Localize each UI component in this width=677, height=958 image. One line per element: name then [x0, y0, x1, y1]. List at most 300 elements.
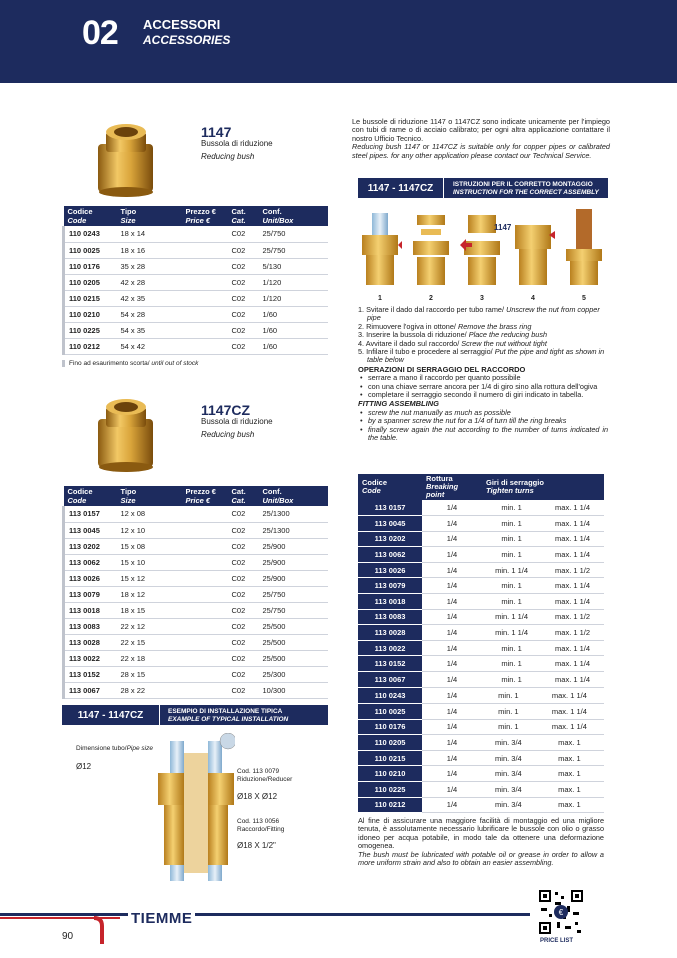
code-cell: 110 0025	[358, 704, 422, 720]
table-row	[64, 322, 329, 338]
min-turns-cell: min. 3/4	[482, 782, 535, 798]
cat-cell: C02	[228, 522, 259, 538]
table-row	[358, 797, 604, 813]
table-row	[64, 650, 329, 666]
step-number-3: 3	[480, 295, 484, 302]
box-cell: 25/900	[259, 538, 329, 554]
table-row	[358, 688, 604, 704]
assembly-steps-figure	[358, 205, 608, 305]
tube-size-value: Ø12	[76, 762, 92, 771]
box-cell: 25/1300	[259, 506, 329, 522]
size-cell: 42 x 28	[117, 274, 182, 290]
size-cell: 12 x 08	[117, 506, 182, 522]
price-cell	[182, 586, 228, 602]
table-1147cz-header	[64, 486, 329, 506]
code-cell: 110 0176	[358, 719, 422, 735]
breaking-cell: 1/4	[422, 688, 482, 704]
breaking-cell: 1/4	[422, 735, 482, 751]
breaking-cell: 1/4	[422, 656, 482, 672]
assembly-step: 5. Infilare il tubo e procedere al serraggio/ Put the pipe and tight as shown in table below	[358, 347, 605, 365]
box-cell: 5/130	[259, 258, 329, 274]
table-1147cz	[62, 486, 328, 699]
assembly-bar-it: ISTRUZIONI PER IL CORRETTO MONTAGGIO	[453, 181, 593, 188]
box-cell: 25/500	[259, 650, 329, 666]
product-code-1147cz: 1147CZ	[201, 402, 251, 418]
cat-cell: C02	[228, 602, 259, 618]
reducer-label: Riduzione/Reducer	[237, 776, 293, 783]
table-row	[64, 242, 329, 258]
table-1147	[62, 206, 328, 355]
assembly-title-bar	[358, 178, 608, 198]
box-cell: 25/900	[259, 554, 329, 570]
cat-cell: C02	[228, 242, 259, 258]
table-row	[358, 594, 604, 610]
cat-cell: C02	[228, 338, 259, 354]
table-row	[64, 682, 329, 698]
assembly-step: 3. Inserire la bussola di riduzione/ Place the reducing bush	[358, 330, 548, 340]
max-turns-cell: max. 1 1/4	[541, 547, 604, 563]
breaking-cell: 1/4	[422, 704, 482, 720]
price-cell	[182, 522, 228, 538]
price-cell	[182, 538, 228, 554]
fitting-label: Raccordo/Fitting	[237, 826, 285, 833]
code-cell: 113 0045	[64, 522, 117, 538]
step-number-4: 4	[531, 295, 535, 302]
breaking-cell: 1/4	[422, 609, 482, 625]
tighten-header	[358, 474, 604, 500]
tighten-table-2	[358, 688, 604, 813]
price-cell	[182, 290, 228, 306]
table-row	[64, 226, 329, 242]
table-row	[358, 735, 604, 751]
code-cell: 110 0225	[358, 782, 422, 798]
col-code: Codice Code	[64, 486, 117, 506]
min-turns-cell: min. 3/4	[482, 797, 535, 813]
price-cell	[182, 306, 228, 322]
table-row	[64, 306, 329, 322]
min-turns-cell: min. 1	[482, 578, 541, 594]
code-cell: 110 0025	[64, 242, 117, 258]
size-cell: 28 x 15	[117, 666, 182, 682]
price-cell	[182, 602, 228, 618]
code-cell: 110 0243	[358, 688, 422, 704]
min-turns-cell: min. 1	[482, 640, 541, 656]
max-turns-cell: max. 1 1/4	[535, 719, 604, 735]
list-item: • completare il serraggio secondo il numero di giri indicato in tabella.	[358, 391, 608, 399]
table-row	[358, 531, 604, 547]
max-turns-cell: max. 1	[535, 782, 604, 798]
installation-title-bar	[62, 705, 328, 725]
fitting-title: FITTING ASSEMBLING	[358, 399, 439, 409]
size-cell: 18 x 12	[117, 586, 182, 602]
table-row	[358, 750, 604, 766]
code-cell: 113 0067	[64, 682, 117, 698]
code-cell: 113 0028	[358, 625, 422, 641]
cat-cell: C02	[228, 506, 259, 522]
code-cell: 110 0205	[358, 735, 422, 751]
table-row	[64, 506, 329, 522]
max-turns-cell: max. 1 1/4	[541, 640, 604, 656]
breaking-cell: 1/4	[422, 782, 482, 798]
code-cell: 110 0205	[64, 274, 117, 290]
code-cell: 113 0083	[64, 618, 117, 634]
table-row	[358, 625, 604, 641]
code-cell: 113 0028	[64, 634, 117, 650]
step-number-5: 5	[582, 295, 586, 302]
page-number: 90	[62, 931, 74, 942]
breaking-cell: 1/4	[422, 500, 482, 516]
col-box: Conf. Unit/Box	[259, 206, 329, 226]
product-name-en-1147: Reducing bush	[201, 152, 255, 161]
table-row	[358, 640, 604, 656]
step-1-figure	[358, 205, 402, 291]
col-code: Codice Code	[64, 206, 117, 226]
size-cell: 18 x 15	[117, 602, 182, 618]
code-cell: 113 0152	[358, 656, 422, 672]
price-cell	[182, 650, 228, 666]
table-row	[358, 578, 604, 594]
product-name-it-1147cz: Bussola di riduzione	[201, 417, 273, 426]
min-turns-cell: min. 1	[482, 719, 535, 735]
box-cell: 25/500	[259, 618, 329, 634]
box-cell: 25/300	[259, 666, 329, 682]
max-turns-cell: max. 1 1/2	[541, 562, 604, 578]
table-row	[358, 719, 604, 735]
max-turns-cell: max. 1	[535, 766, 604, 782]
fitting-list	[358, 409, 608, 443]
min-turns-cell: min. 3/4	[482, 766, 535, 782]
price-cell	[182, 618, 228, 634]
table-row	[358, 704, 604, 720]
breaking-cell: 1/4	[422, 547, 482, 563]
footer-line	[0, 913, 530, 916]
product-name-it-1147: Bussola di riduzione	[201, 139, 273, 148]
size-cell: 54 x 42	[117, 338, 182, 354]
table-row	[358, 516, 604, 532]
min-turns-cell: min. 1 1/4	[482, 625, 541, 641]
size-cell: 28 x 22	[117, 682, 182, 698]
size-cell: 54 x 35	[117, 322, 182, 338]
max-turns-cell: max. 1 1/2	[541, 625, 604, 641]
code-cell: 113 0079	[358, 578, 422, 594]
price-cell	[182, 506, 228, 522]
step-number-2: 2	[429, 295, 433, 302]
size-cell: 18 x 16	[117, 242, 182, 258]
size-cell: 35 x 28	[117, 258, 182, 274]
tighten-table	[358, 474, 604, 688]
code-cell: 113 0067	[358, 672, 422, 688]
code-cell: 113 0157	[64, 506, 117, 522]
code-cell: 113 0062	[64, 554, 117, 570]
code-cell: 110 0215	[64, 290, 117, 306]
breaking-cell: 1/4	[422, 578, 482, 594]
installation-diagram	[150, 733, 235, 883]
box-cell: 25/750	[259, 586, 329, 602]
size-cell: 18 x 14	[117, 226, 182, 242]
table-row	[64, 570, 329, 586]
price-cell	[182, 554, 228, 570]
assembly-bar-code: 1147 - 1147CZ	[358, 178, 444, 198]
list-item: • finally screw again the nut according to the number of turns indicated in the table.	[358, 426, 608, 443]
box-cell: 1/60	[259, 338, 329, 354]
box-cell: 25/750	[259, 242, 329, 258]
chapter-title-en: ACCESSORIES	[143, 33, 231, 47]
min-turns-cell: min. 3/4	[482, 735, 535, 751]
price-cell	[182, 322, 228, 338]
qr-code-icon[interactable]	[537, 888, 585, 936]
bush-1147-image	[88, 118, 183, 198]
step-2-figure	[409, 205, 453, 291]
table-row	[358, 782, 604, 798]
max-turns-cell: max. 1 1/4	[541, 516, 604, 532]
reducer-code: Cod. 113 0079	[237, 768, 280, 775]
stock-note: Fino ad esaurimento scorta/ until out of stock	[62, 360, 198, 367]
max-turns-cell: max. 1 1/4	[535, 704, 604, 720]
min-turns-cell: min. 1	[482, 594, 541, 610]
table-row	[358, 672, 604, 688]
tube-size-label: Dimensione tubo/Pipe size	[76, 745, 153, 752]
code-cell: 113 0018	[64, 602, 117, 618]
cat-cell: C02	[228, 258, 259, 274]
table-row	[64, 290, 329, 306]
col-turns: Giri di serraggio Tighten turns	[482, 474, 604, 500]
min-turns-cell: min. 3/4	[482, 750, 535, 766]
price-cell	[182, 682, 228, 698]
table-1147-header	[64, 206, 329, 226]
installation-bar-code: 1147 - 1147CZ	[62, 705, 160, 725]
svg-text:€: €	[558, 908, 564, 917]
col-price: Prezzo € Price €	[182, 206, 228, 226]
code-cell: 113 0018	[358, 594, 422, 610]
breaking-cell: 1/4	[422, 625, 482, 641]
col-cat: Cat. Cat.	[228, 206, 259, 226]
price-list-label: PRICE LIST	[540, 938, 574, 944]
price-cell	[182, 242, 228, 258]
page-header	[0, 0, 677, 83]
min-turns-cell: min. 1	[482, 531, 541, 547]
table-row	[64, 554, 329, 570]
assembly-step: 4. Avvitare il dado sul raccordo/ Screw the nut without tight	[358, 338, 547, 348]
step-number-1: 1	[378, 295, 382, 302]
cat-cell: C02	[228, 322, 259, 338]
table-row	[358, 562, 604, 578]
table-row	[64, 538, 329, 554]
size-cell: 22 x 15	[117, 634, 182, 650]
size-cell: 22 x 12	[117, 618, 182, 634]
breaking-cell: 1/4	[422, 531, 482, 547]
code-cell: 113 0083	[358, 609, 422, 625]
price-cell	[182, 570, 228, 586]
table-row	[64, 634, 329, 650]
code-cell: 113 0026	[358, 562, 422, 578]
breaking-cell: 1/4	[422, 719, 482, 735]
code-cell: 110 0215	[358, 750, 422, 766]
table-row	[64, 586, 329, 602]
code-cell: 113 0202	[64, 538, 117, 554]
list-item: • serrare a mano il raccordo per quanto possibile	[358, 374, 608, 382]
breaking-cell: 1/4	[422, 562, 482, 578]
table-row	[64, 602, 329, 618]
fitting-code: Cod. 113 0056	[237, 818, 280, 825]
box-cell: 1/120	[259, 274, 329, 290]
box-cell: 10/300	[259, 682, 329, 698]
code-cell: 113 0152	[64, 666, 117, 682]
code-cell: 113 0202	[358, 531, 422, 547]
cat-cell: C02	[228, 274, 259, 290]
min-turns-cell: min. 1	[482, 500, 541, 516]
assembly-bar-en: INSTRUCTION FOR THE CORRECT ASSEMBLY	[453, 189, 599, 196]
breaking-cell: 1/4	[422, 797, 482, 813]
cat-cell: C02	[228, 538, 259, 554]
col-code: Codice Code	[358, 474, 422, 500]
min-turns-cell: min. 1	[482, 516, 541, 532]
box-cell: 25/750	[259, 226, 329, 242]
step-4-figure	[511, 205, 555, 291]
table-row	[64, 258, 329, 274]
code-cell: 110 0212	[64, 338, 117, 354]
outro-text: Al fine di assicurare una maggiore facilità di montaggio ed una migliore tenuta, è assolutamente necessario lubrificare le bussole con olio o grasso idoneo per acqua potabile, in modo tale da ottenere una deformazione omogenea. The bush must be lubricated with potable oil or grease in order to allow a more uniform strain and also to obtain an easier assembling.	[358, 816, 604, 868]
footer-brand-mark	[94, 912, 108, 944]
code-cell: 110 0243	[64, 226, 117, 242]
max-turns-cell: max. 1 1/4	[541, 672, 604, 688]
product-code-1147: 1147	[201, 124, 232, 140]
code-cell: 110 0176	[64, 258, 117, 274]
size-cell: 54 x 28	[117, 306, 182, 322]
fitting-value: Ø18 X 1/2"	[237, 841, 276, 850]
cat-cell: C02	[228, 306, 259, 322]
step-3-figure	[460, 205, 504, 291]
min-turns-cell: min. 1	[482, 672, 541, 688]
cat-cell: C02	[228, 570, 259, 586]
breaking-cell: 1/4	[422, 766, 482, 782]
min-turns-cell: min. 1	[482, 688, 535, 704]
price-cell	[182, 338, 228, 354]
table-row	[358, 609, 604, 625]
table-row	[64, 338, 329, 354]
brand-logo: TIEMME	[128, 910, 195, 927]
reducer-value: Ø18 X Ø12	[237, 792, 278, 801]
table-row	[358, 766, 604, 782]
min-turns-cell: min. 1	[482, 547, 541, 563]
min-turns-cell: min. 1 1/4	[482, 609, 541, 625]
min-turns-cell: min. 1	[482, 704, 535, 720]
max-turns-cell: max. 1 1/4	[541, 531, 604, 547]
size-cell: 12 x 10	[117, 522, 182, 538]
breaking-cell: 1/4	[422, 640, 482, 656]
list-item: • screw the nut manually as much as possible	[358, 409, 608, 417]
col-size: Tipo Size	[117, 206, 182, 226]
table-row	[64, 666, 329, 682]
code-cell: 113 0026	[64, 570, 117, 586]
min-turns-cell: min. 1 1/4	[482, 562, 541, 578]
box-cell: 25/1300	[259, 522, 329, 538]
product-name-en-1147cz: Reducing bush	[201, 430, 255, 439]
max-turns-cell: max. 1 1/4	[541, 500, 604, 516]
cat-cell: C02	[228, 666, 259, 682]
chapter-title-it: ACCESSORI	[143, 17, 221, 32]
list-item: • by a spanner screw the nut for a 1/4 of turn till the ring breaks	[358, 417, 608, 425]
table-row	[64, 618, 329, 634]
max-turns-cell: max. 1	[535, 735, 604, 751]
price-cell	[182, 226, 228, 242]
cat-cell: C02	[228, 682, 259, 698]
cat-cell: C02	[228, 634, 259, 650]
col-box: Conf. Unit/Box	[259, 486, 329, 506]
code-cell: 113 0157	[358, 500, 422, 516]
max-turns-cell: max. 1 1/4	[541, 578, 604, 594]
max-turns-cell: max. 1 1/4	[541, 594, 604, 610]
installation-bar-it: ESEMPIO DI INSTALLAZIONE TIPICA	[168, 708, 283, 715]
price-cell	[182, 666, 228, 682]
price-cell	[182, 274, 228, 290]
cat-cell: C02	[228, 586, 259, 602]
col-size: Tipo Size	[117, 486, 182, 506]
table-row	[64, 274, 329, 290]
cat-cell: C02	[228, 650, 259, 666]
box-cell: 1/120	[259, 290, 329, 306]
code-cell: 110 0225	[64, 322, 117, 338]
step-5-figure	[562, 205, 606, 291]
table-row	[358, 656, 604, 672]
code-cell: 113 0079	[64, 586, 117, 602]
cat-cell: C02	[228, 290, 259, 306]
box-cell: 25/500	[259, 634, 329, 650]
breaking-cell: 1/4	[422, 750, 482, 766]
steps-list	[358, 306, 608, 365]
box-cell: 1/60	[259, 322, 329, 338]
cat-cell: C02	[228, 618, 259, 634]
size-cell: 15 x 10	[117, 554, 182, 570]
breaking-cell: 1/4	[422, 672, 482, 688]
table-row	[64, 522, 329, 538]
size-cell: 15 x 08	[117, 538, 182, 554]
code-cell: 110 0210	[64, 306, 117, 322]
breaking-cell: 1/4	[422, 516, 482, 532]
code-cell: 113 0045	[358, 516, 422, 532]
max-turns-cell: max. 1	[535, 750, 604, 766]
max-turns-cell: max. 1 1/4	[535, 688, 604, 704]
ops-title: OPERAZIONI DI SERRAGGIO DEL RACCORDO	[358, 364, 526, 374]
price-cell	[182, 258, 228, 274]
bush-1147cz-image	[88, 393, 183, 473]
box-cell: 1/60	[259, 306, 329, 322]
intro-text: Le bussole di riduzione 1147 o 1147CZ sono indicate unicamente per l'impiego con tubi di rame o di acciaio calibrato; per ogni altra applicazione contattare il nostro Ufficio Tecnico. Reducing bush 1147 or 1147CZ is suitable only for copper pipes or calibrated steel pipes. for any other application please contact our Technical Service.	[352, 117, 610, 160]
box-cell: 25/750	[259, 602, 329, 618]
size-cell: 42 x 35	[117, 290, 182, 306]
installation-bar-en: EXAMPLE OF TYPICAL INSTALLATION	[168, 716, 289, 723]
max-turns-cell: max. 1 1/2	[541, 609, 604, 625]
box-cell: 25/900	[259, 570, 329, 586]
figure-1147-label: 1147	[494, 223, 512, 232]
assembly-instructions	[358, 306, 608, 443]
size-cell: 22 x 18	[117, 650, 182, 666]
assembly-step: 2. Rimuovere l'ogiva in ottone/ Remove the brass ring	[358, 321, 532, 331]
size-cell: 15 x 12	[117, 570, 182, 586]
chapter-number: 02	[82, 14, 118, 52]
code-cell: 113 0062	[358, 547, 422, 563]
table-row	[358, 547, 604, 563]
table-row	[358, 500, 604, 516]
max-turns-cell: max. 1	[535, 797, 604, 813]
col-price: Prezzo € Price €	[182, 486, 228, 506]
code-cell: 113 0022	[358, 640, 422, 656]
col-breaking: Rottura Breaking point	[422, 474, 482, 500]
min-turns-cell: min. 1	[482, 656, 541, 672]
assembly-step: 1. Svitare il dado dal raccordo per tubo rame/ Unscrew the nut from copper pipe	[358, 305, 600, 323]
breaking-cell: 1/4	[422, 594, 482, 610]
max-turns-cell: max. 1 1/4	[541, 656, 604, 672]
code-cell: 110 0212	[358, 797, 422, 813]
